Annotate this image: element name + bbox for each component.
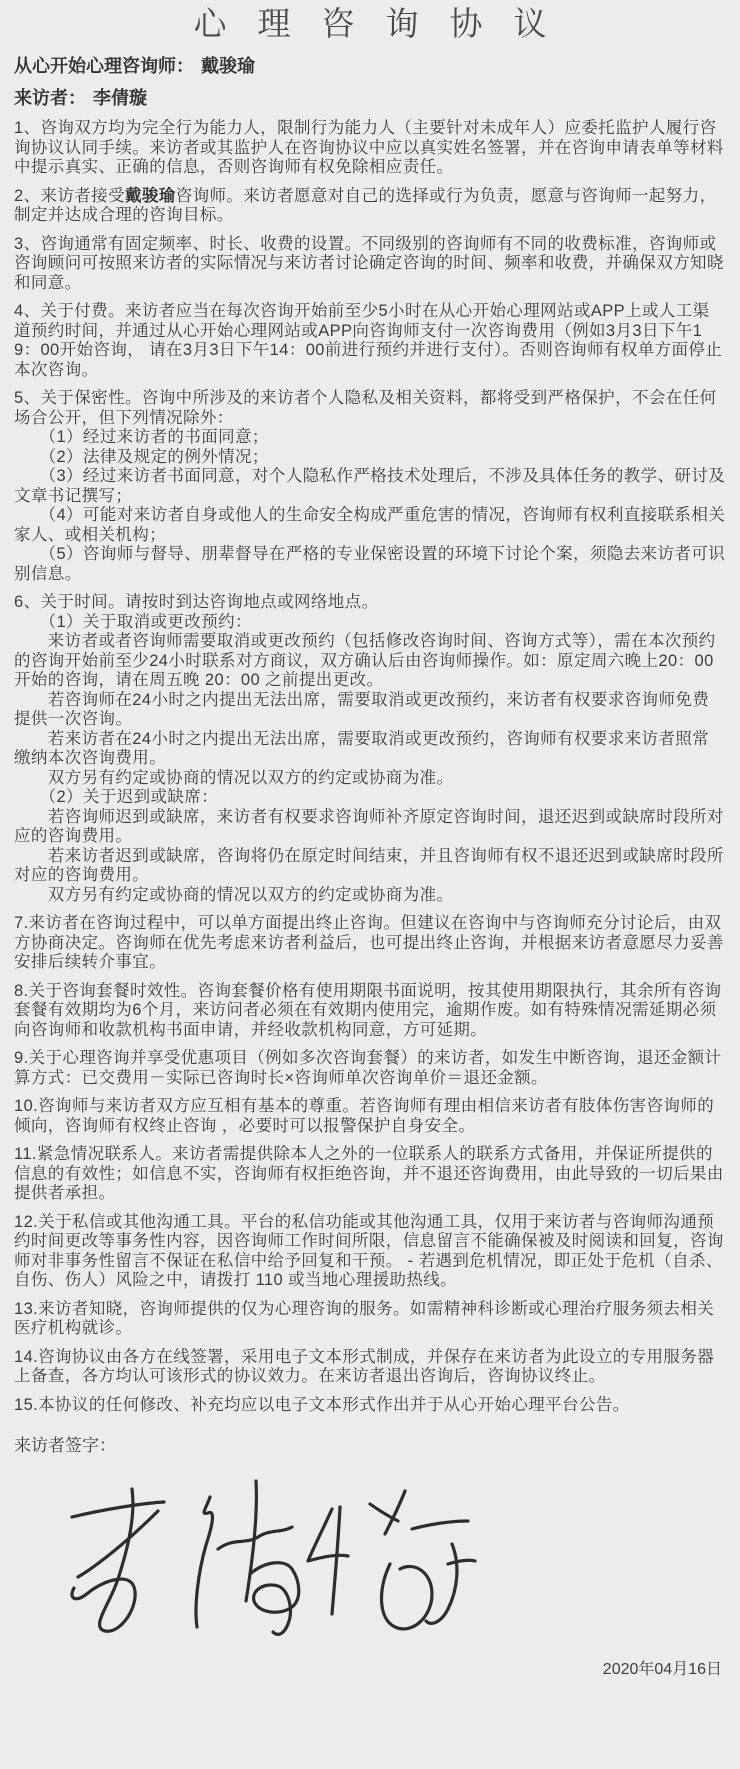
clause-text: 双方另有约定或协商的情况以双方的约定或协商为准。 <box>14 885 454 904</box>
clause-paragraph <box>14 593 726 613</box>
clause-paragraph <box>14 1213 726 1291</box>
clause-paragraph <box>14 119 726 178</box>
clause-paragraph <box>14 187 726 226</box>
client-label: 来访者： <box>14 88 86 108</box>
counselor-name: 戴骏瑜 <box>201 56 255 76</box>
clause-text: （2）法律及规定的例外情况； <box>14 447 269 466</box>
clause-group <box>14 1348 726 1387</box>
clause-paragraph <box>14 506 726 545</box>
clause-paragraph <box>14 1097 726 1136</box>
clause-text: （5）咨询师与督导、朋辈督导在严格的专业保密设置的环境下讨论个案，须隐去来访者可识别信息。 <box>14 545 726 583</box>
clause-text: 8.关于咨询套餐时效性。咨询套餐价格有使用期限书面说明，按其使用期限执行，其余所有咨询套餐有效期均为6个月，来访问者必须在有效期内使用完，逾期作废。如有特殊情况需延期必须向咨询师和收款机构书面申请，并经收款机构同意，方可延期。 <box>14 981 722 1039</box>
clause-text: 15.本协议的任何修改、补充均应以电子文本形式作出并于从心开始心理平台公告。 <box>14 1395 630 1414</box>
clause-text: 14.咨询协议由各方在线签署，采用电子文本形式制成，并保存在来访者为此设立的专用服务器上备查，各方均认可该形式的协议效力。在来访者退出咨询后，咨询协议终止。 <box>14 1347 715 1385</box>
clause-paragraph <box>14 428 726 448</box>
bold-name-text: 戴骏瑜 <box>124 186 176 205</box>
clause-group <box>14 235 726 294</box>
agreement-body <box>14 119 726 1415</box>
clause-paragraph <box>14 545 726 584</box>
clause-paragraph <box>14 691 726 730</box>
clause-group <box>14 389 726 584</box>
clause-paragraph <box>14 847 726 886</box>
clause-group <box>14 914 726 973</box>
clause-text: 6、关于时间。请按时到达咨询地点或网络地点。 <box>14 593 379 611</box>
signature-date: 2020年04月16日 <box>602 1661 722 1678</box>
client-line <box>14 86 726 110</box>
clause-text: （4）可能对来访者自身或他人的生命安全构成严重危害的情况，咨询师有权利直接联系相关家人、或相关机构； <box>14 506 726 544</box>
clause-text: 若来访者迟到或缺席，咨询将仍在原定时间结束，并且咨询师有权不退还迟到或缺席时段所对应的咨询费用。 <box>14 846 724 884</box>
handwritten-signature-drawing <box>60 1469 480 1641</box>
clause-paragraph <box>14 467 726 506</box>
clause-paragraph <box>14 1049 726 1088</box>
clause-text: 5、关于保密性。咨询中所涉及的来访者个人隐私及相关资料，都将受到严格保护，不会在任何场合公开，但下列情况除外： <box>14 389 717 427</box>
clause-text: （1）关于取消或更改预约： <box>14 612 252 631</box>
signature-label: 来访者签字： <box>14 1436 116 1455</box>
clause-paragraph <box>14 886 726 906</box>
counselor-line <box>14 54 726 78</box>
clause-paragraph <box>14 448 726 468</box>
clause-paragraph <box>14 914 726 973</box>
clause-paragraph <box>14 730 726 769</box>
clause-text: 11.紧急情况联系人。来访者需提供除本人之外的一位联系人的联系方式备用，并保证所提供的信息的有效性；如信息不实，咨询师有权拒绝咨询，并不退还咨询费用，由此导致的一切后果由提供者承担。 <box>14 1145 724 1202</box>
clause-paragraph <box>14 302 726 380</box>
clause-text: 3、咨询通常有固定频率、时长、收费的设置。不同级别的咨询师有不同的收费标准，咨询师或咨询顾问可按照来访者的实际情况与来访者讨论确定咨询的时间、频率和收费，并确保双方知晓和同意。 <box>14 234 724 292</box>
clause-paragraph <box>14 389 726 428</box>
clause-text: 9.关于心理咨询并享受优惠项目（例如多次咨询套餐）的来访者，如发生中断咨询，退还金额计算方式：已交费用－实际已咨询时长×咨询师单次咨询单价＝退还金额。 <box>14 1049 722 1087</box>
clause-text: 2、来访者接受 <box>14 186 125 205</box>
clause-paragraph <box>14 808 726 847</box>
clause-paragraph <box>14 769 726 789</box>
clause-group <box>14 1300 726 1339</box>
clause-text: 4、关于付费。来访者应当在每次咨询开始前至少5小时在从心开始心理网站或APP上或人工渠道预约时间，并通过从心开始心理网站或APP向咨询师支付一次咨询费用（例如3月3日下午19：00开始咨询， 请在3月3日下午14：00前进行预约并进行支付）。否则咨询师有权单方面停止本次咨询。 <box>14 302 723 379</box>
clause-group <box>14 1213 726 1291</box>
clause-group <box>14 1097 726 1136</box>
counselor-label: 从心开始心理咨询师： <box>14 56 194 76</box>
clause-group <box>14 982 726 1041</box>
clause-text: 13.来访者知晓，咨询师提供的仅为心理咨询的服务。如需精神科诊断或心理治疗服务须去相关医疗机构就诊。 <box>14 1299 715 1337</box>
client-signature <box>60 1469 480 1641</box>
clause-paragraph <box>14 1145 726 1204</box>
clause-text: （3）经过来访者书面同意，对个人隐私作严格技术处理后，不涉及具体任务的教学、研讨及文章书记撰写； <box>14 467 726 505</box>
clause-text: 7.来访者在咨询过程中，可以单方面提出终止咨询。但建议在咨询中与咨询师充分讨论后，由双方协商决定。咨询师在优先考虑来访者利益后，也可提出终止咨询，并根据来访者意愿尽力妥善安排后续转介事宜。 <box>14 914 724 971</box>
clause-text: 若来访者在24小时之内提出无法出席，需要取消或更改预约，咨询师有权要求来访者照常缴纳本次咨询费用。 <box>14 729 710 767</box>
clause-paragraph <box>14 235 726 294</box>
client-name: 李倩璇 <box>93 88 147 108</box>
clause-paragraph <box>14 788 726 808</box>
clause-paragraph <box>14 1348 726 1387</box>
clause-text: 若咨询师迟到或缺席，来访者有权要求咨询师补齐原定咨询时间，退还迟到或缺席时段所对应的咨询费用。 <box>14 807 724 845</box>
clause-group <box>14 119 726 178</box>
clause-group <box>14 1145 726 1204</box>
clause-text: 1、咨询双方均为完全行为能力人，限制行为能力人（主要针对未成年人）应委托监护人履行咨询协议认同手续。来访者或其监护人在咨询协议中应以真实姓名签署，并在咨询申请表单等材料中提示真实、正确的信息，否则咨询师有权免除相应责任。 <box>14 119 724 176</box>
clause-paragraph <box>14 1300 726 1339</box>
clause-paragraph <box>14 982 726 1041</box>
clause-text: 12.关于私信或其他沟通工具。平台的私信功能或其他沟通工具，仅用于来访者与咨询师沟通预约时间更改等事务性内容，因咨询师工作时间所限，信息留言不能确保被及时阅读和回复，咨询师对非事务性留言不保证在私信中给予回复和干预。 - 若遇到危机情况，即正处于危机（自杀、自伤、伤人）风险之中，请拨打 110 或当地心理援助热线。 <box>14 1212 724 1289</box>
clause-paragraph <box>14 613 726 633</box>
clause-paragraph <box>14 1396 726 1416</box>
clause-text: 双方另有约定或协商的情况以双方的约定或协商为准。 <box>14 768 454 787</box>
page-title: 心理咨询协议 <box>193 5 578 42</box>
clause-group <box>14 1396 726 1416</box>
clause-text: （1）经过来访者的书面同意； <box>14 428 269 446</box>
clause-group <box>14 302 726 380</box>
clause-text: 咨询师。来访者愿意对自己的选择或行为负责，愿意与咨询师一起努力，制定并达成合理的咨询目标。 <box>14 186 717 224</box>
clause-group <box>14 1049 726 1088</box>
clause-text: 10.咨询师与来访者双方应互相有基本的尊重。若咨询师有理由相信来访者有肢体伤害咨询师的倾向，咨询师有权终止咨询 ，必要时可以报警保护自身安全。 <box>14 1097 715 1135</box>
clause-text: 来访者或者咨询师需要取消或更改预约（包括修改咨询时间、咨询方式等），需在本次预约的咨询开始前至少24小时联系对方商议，双方确认后由咨询师操作。如：原定周六晚上20：00 开始的咨询，请在周五晚 20：00 之前提出更改。 <box>14 632 716 689</box>
clause-group <box>14 593 726 905</box>
clause-group <box>14 187 726 226</box>
clause-text: 若咨询师在24小时之内提出无法出席，需要取消或更改预约，来访者有权要求咨询师免费提供一次咨询。 <box>14 690 710 728</box>
clause-paragraph <box>14 632 726 691</box>
clause-text: （2）关于迟到或缺席： <box>14 788 219 806</box>
